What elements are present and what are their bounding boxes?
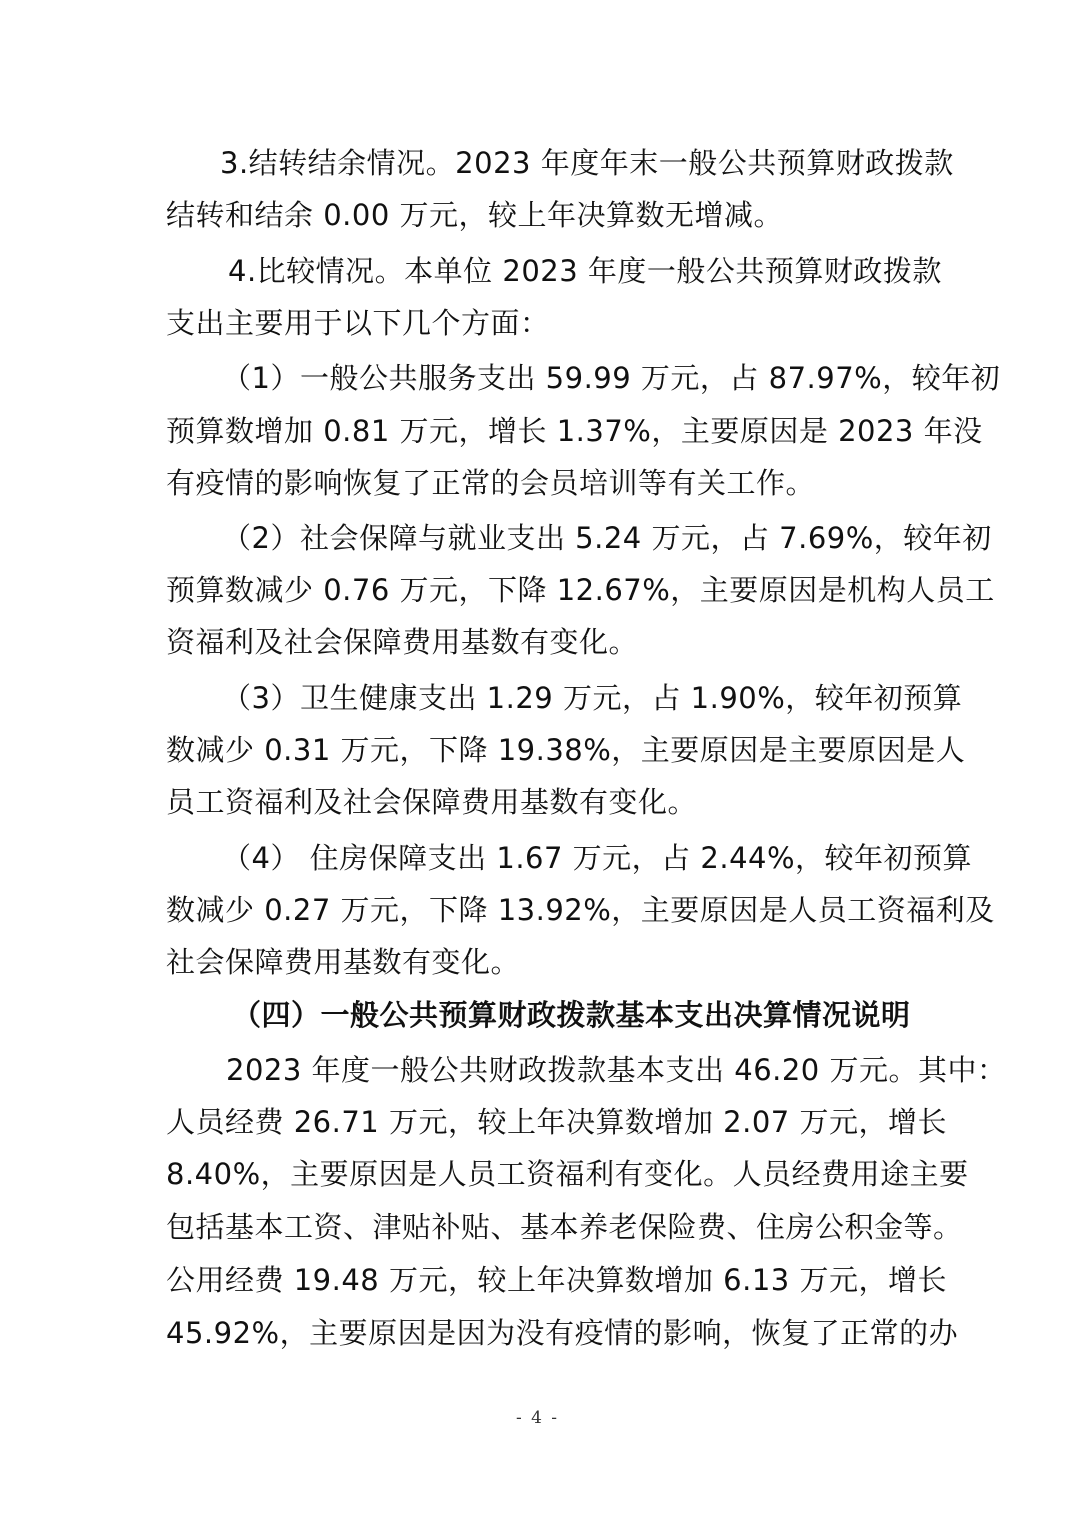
- paragraph-line: 有疫情的影响恢复了正常的会员培训等有关工作。: [166, 466, 816, 500]
- paragraph-line: 2023 年度一般公共财政拨款基本支出 46.20 万元。其中：: [226, 1053, 1007, 1087]
- paragraph-line: 数减少 0.31 万元，下降 19.38%，主要原因是主要原因是人: [166, 733, 966, 767]
- page-number: - 4 -: [515, 1408, 560, 1428]
- paragraph-line: 支出主要用于以下几个方面：: [166, 306, 550, 340]
- paragraph-line: 社会保障费用基数有变化。: [166, 945, 521, 979]
- paragraph-line: 公用经费 19.48 万元，较上年决算数增加 6.13 万元，增长: [166, 1263, 947, 1297]
- paragraph-line: 包括基本工资、津贴补贴、基本养老保险费、住房公积金等。: [166, 1210, 963, 1244]
- paragraph-line: （1）一般公共服务支出 59.99 万元，占 87.97%，较年初: [222, 361, 1001, 395]
- paragraph-line: 资福利及社会保障费用基数有变化。: [166, 625, 639, 659]
- paragraph-line: （2）社会保障与就业支出 5.24 万元，占 7.69%，较年初: [222, 521, 992, 555]
- paragraph-line: 数减少 0.27 万元，下降 13.92%，主要原因是人员工资福利及: [166, 893, 995, 927]
- paragraph-line: 45.92%，主要原因是因为没有疫情的影响，恢复了正常的办: [166, 1316, 959, 1350]
- paragraph-line: 预算数减少 0.76 万元，下降 12.67%，主要原因是机构人员工: [166, 573, 995, 607]
- paragraph-line: 人员经费 26.71 万元，较上年决算数增加 2.07 万元，增长: [166, 1105, 947, 1139]
- paragraph-line: （4） 住房保障支出 1.67 万元，占 2.44%，较年初预算: [222, 841, 973, 875]
- paragraph-line: 3.结转结余情况。2023 年度年末一般公共预算财政拨款: [220, 146, 954, 180]
- paragraph-line: 员工资福利及社会保障费用基数有变化。: [166, 785, 698, 819]
- paragraph-line: 8.40%，主要原因是人员工资福利有变化。人员经费用途主要: [166, 1157, 969, 1191]
- paragraph-line: （3）卫生健康支出 1.29 万元，占 1.90%，较年初预算: [222, 681, 963, 715]
- section-heading: （四）一般公共预算财政拨款基本支出决算情况说明: [232, 998, 911, 1032]
- paragraph-line: 预算数增加 0.81 万元，增长 1.37%，主要原因是 2023 年没: [166, 414, 983, 448]
- paragraph-line: 4.比较情况。本单位 2023 年度一般公共预算财政拨款: [228, 254, 942, 288]
- paragraph-line: 结转和结余 0.00 万元，较上年决算数无增减。: [166, 198, 784, 232]
